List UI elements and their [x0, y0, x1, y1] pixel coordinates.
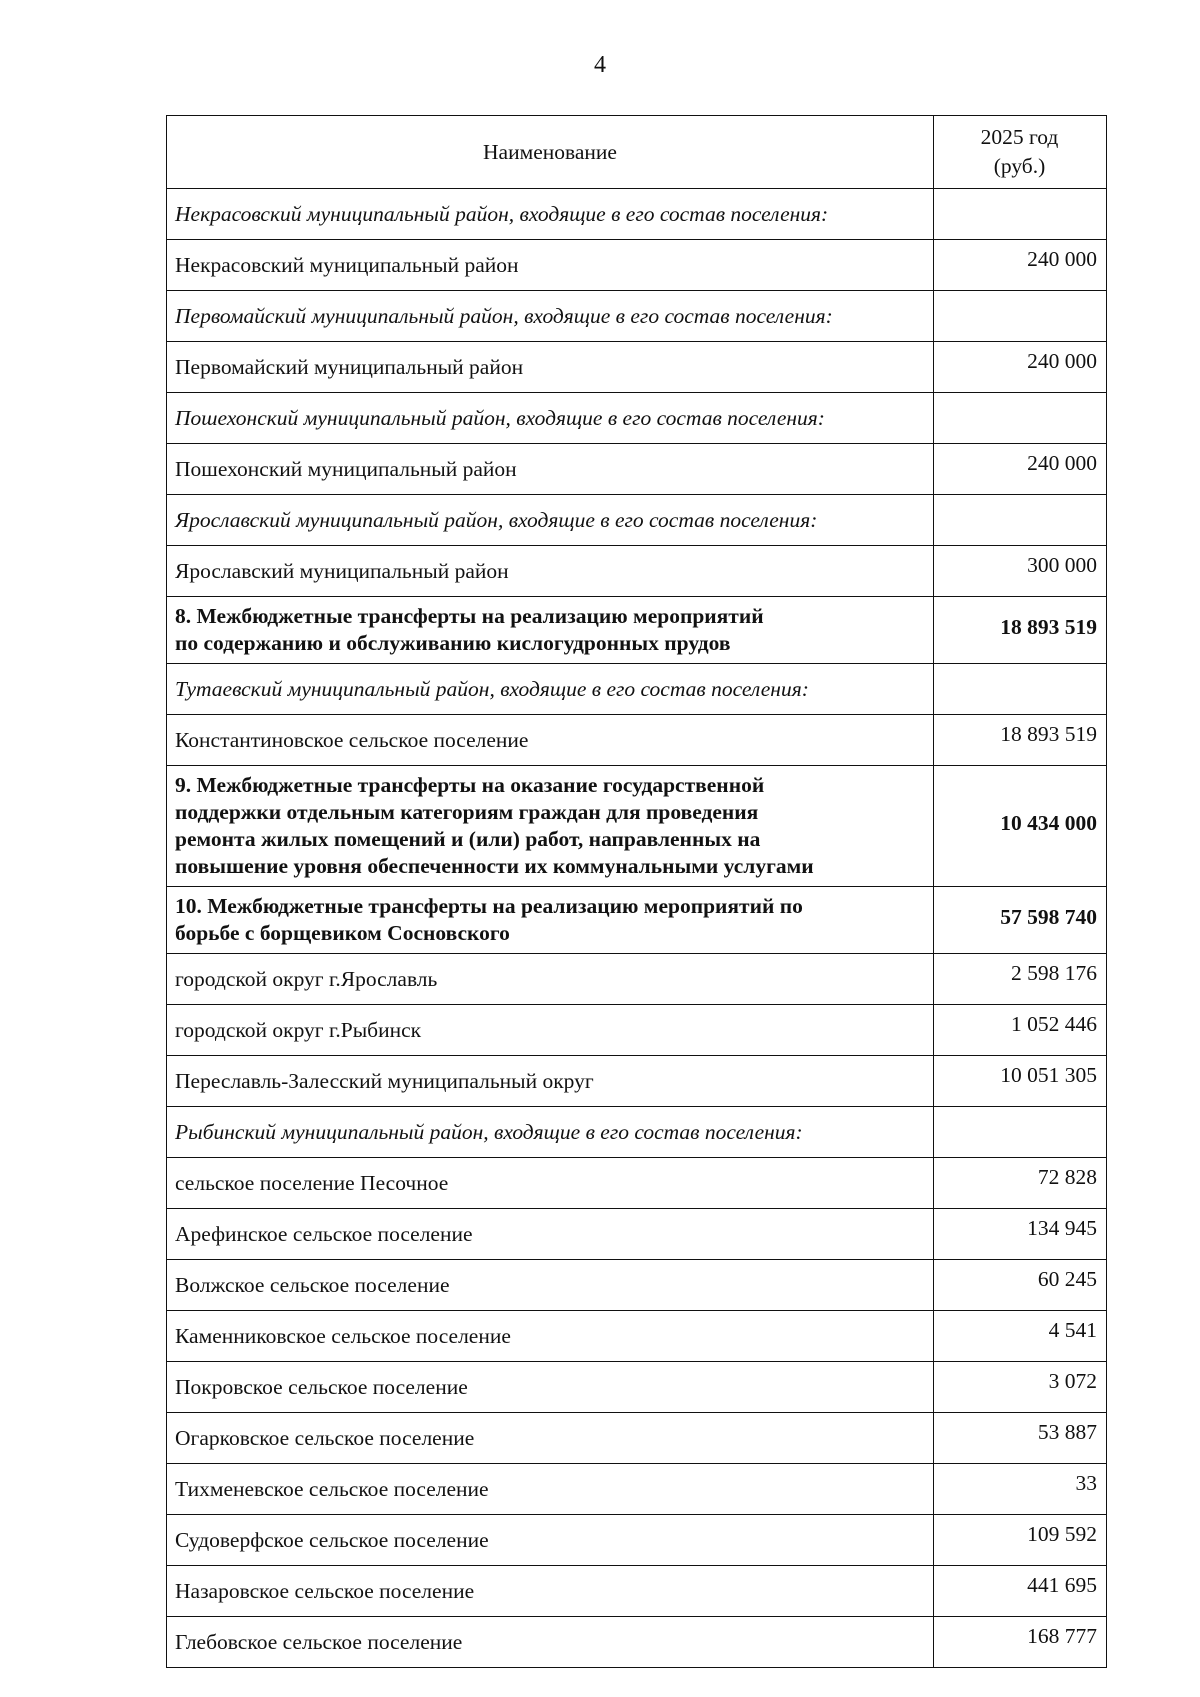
table-row — [167, 1617, 1107, 1668]
header-name-cell: Наименование — [167, 116, 934, 189]
name-cell — [167, 766, 934, 887]
table-row — [167, 1464, 1107, 1515]
name-cell: сельское поселение Песочное — [167, 1158, 934, 1209]
amount-cell — [934, 1107, 1107, 1158]
table-row — [167, 240, 1107, 291]
amount-cell: 53 887 — [934, 1413, 1107, 1464]
group-heading-cell: Первомайский муниципальный район, входящие в его состав поселения: — [167, 291, 934, 342]
table-row — [167, 954, 1107, 1005]
name-cell: Судоверфское сельское поселение — [167, 1515, 934, 1566]
name-cell: Константиновское сельское поселение — [167, 715, 934, 766]
amount-cell: 57 598 740 — [934, 887, 1107, 954]
group-heading-cell: Тутаевский муниципальный район, входящие в его состав поселения: — [167, 664, 934, 715]
table-row — [167, 342, 1107, 393]
table-row — [167, 444, 1107, 495]
name-line: ремонта жилых помещений и (или) работ, направленных на — [175, 827, 761, 851]
name-line: 9. Межбюджетные трансферты на оказание государственной — [175, 773, 765, 797]
amount-cell: 10 051 305 — [934, 1056, 1107, 1107]
amount-cell: 18 893 519 — [934, 597, 1107, 664]
name-cell: Назаровское сельское поселение — [167, 1566, 934, 1617]
name-cell: Некрасовский муниципальный район — [167, 240, 934, 291]
amount-cell: 441 695 — [934, 1566, 1107, 1617]
amount-cell: 134 945 — [934, 1209, 1107, 1260]
amount-cell: 1 052 446 — [934, 1005, 1107, 1056]
amount-cell — [934, 393, 1107, 444]
name-cell — [167, 597, 934, 664]
name-line: 10. Межбюджетные трансферты на реализацию мероприятий по — [175, 894, 803, 918]
amount-cell: 300 000 — [934, 546, 1107, 597]
table-row — [167, 1005, 1107, 1056]
name-cell: Огарковское сельское поселение — [167, 1413, 934, 1464]
amount-cell: 3 072 — [934, 1362, 1107, 1413]
amount-cell: 33 — [934, 1464, 1107, 1515]
amount-cell: 18 893 519 — [934, 715, 1107, 766]
header-year-label: 2025 год — [980, 125, 1059, 149]
name-cell — [167, 887, 934, 954]
name-cell: городской округ г.Рыбинск — [167, 1005, 934, 1056]
name-cell: Волжское сельское поселение — [167, 1260, 934, 1311]
group-heading-cell: Рыбинский муниципальный район, входящие в его состав поселения: — [167, 1107, 934, 1158]
amount-cell — [934, 291, 1107, 342]
amount-cell: 72 828 — [934, 1158, 1107, 1209]
amount-cell: 109 592 — [934, 1515, 1107, 1566]
table-row — [167, 1515, 1107, 1566]
amount-cell: 60 245 — [934, 1260, 1107, 1311]
group-heading-cell: Некрасовский муниципальный район, входящие в его состав поселения: — [167, 189, 934, 240]
amount-cell: 168 777 — [934, 1617, 1107, 1668]
amount-cell: 4 541 — [934, 1311, 1107, 1362]
table-row — [167, 1260, 1107, 1311]
header-unit-label: (руб.) — [993, 154, 1046, 178]
group-heading-row — [167, 291, 1107, 342]
amount-cell: 10 434 000 — [934, 766, 1107, 887]
table-row — [167, 546, 1107, 597]
table-row — [167, 1311, 1107, 1362]
table-row — [167, 1362, 1107, 1413]
table-row — [167, 1056, 1107, 1107]
section-total-row — [167, 597, 1107, 664]
name-line: поддержки отдельным категориям граждан для проведения — [175, 800, 759, 824]
amount-cell — [934, 664, 1107, 715]
section-total-row — [167, 887, 1107, 954]
name-cell: Тихменевское сельское поселение — [167, 1464, 934, 1515]
amount-cell: 240 000 — [934, 342, 1107, 393]
header-year-cell — [934, 116, 1107, 189]
table-row — [167, 1566, 1107, 1617]
amount-cell: 240 000 — [934, 444, 1107, 495]
budget-table — [166, 115, 1107, 1668]
amount-cell — [934, 495, 1107, 546]
section-total-row — [167, 766, 1107, 887]
group-heading-row — [167, 664, 1107, 715]
name-line: 8. Межбюджетные трансферты на реализацию мероприятий — [175, 604, 764, 628]
name-cell: Первомайский муниципальный район — [167, 342, 934, 393]
group-heading-row — [167, 189, 1107, 240]
group-heading-row — [167, 495, 1107, 546]
group-heading-row — [167, 1107, 1107, 1158]
page-number: 4 — [594, 52, 606, 78]
name-cell: городской округ г.Ярославль — [167, 954, 934, 1005]
amount-cell: 240 000 — [934, 240, 1107, 291]
table-row — [167, 1158, 1107, 1209]
name-cell: Пошехонский муниципальный район — [167, 444, 934, 495]
table-row — [167, 715, 1107, 766]
name-cell: Переславль-Залесский муниципальный округ — [167, 1056, 934, 1107]
group-heading-cell: Пошехонский муниципальный район, входящие в его состав поселения: — [167, 393, 934, 444]
group-heading-row — [167, 393, 1107, 444]
name-cell: Ярославский муниципальный район — [167, 546, 934, 597]
table-row — [167, 1209, 1107, 1260]
name-cell: Каменниковское сельское поселение — [167, 1311, 934, 1362]
name-cell: Покровское сельское поселение — [167, 1362, 934, 1413]
name-cell: Глебовское сельское поселение — [167, 1617, 934, 1668]
table-row — [167, 1413, 1107, 1464]
amount-cell: 2 598 176 — [934, 954, 1107, 1005]
table-header-row — [167, 116, 1107, 189]
amount-cell — [934, 189, 1107, 240]
name-cell: Арефинское сельское поселение — [167, 1209, 934, 1260]
name-line: борьбе с борщевиком Сосновского — [175, 921, 510, 945]
name-line: повышение уровня обеспеченности их коммунальными услугами — [175, 854, 814, 878]
group-heading-cell: Ярославский муниципальный район, входящие в его состав поселения: — [167, 495, 934, 546]
name-line: по содержанию и обслуживанию кислогудронных прудов — [175, 631, 731, 655]
